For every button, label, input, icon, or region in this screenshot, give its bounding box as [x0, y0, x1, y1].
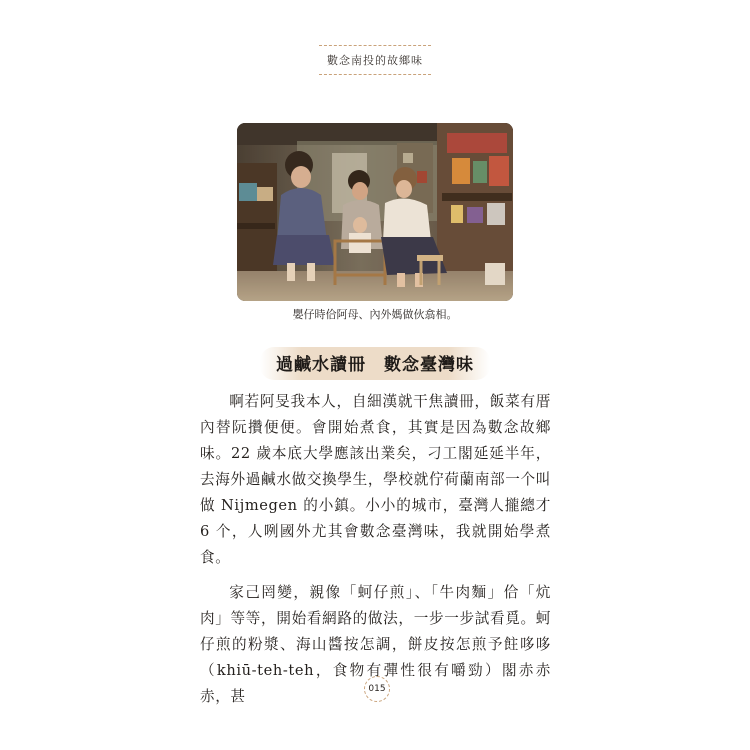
page-number: 015 — [364, 676, 390, 702]
paragraph-2: 家己罔變，親像「蚵仔煎」、「牛肉麵」佮「炕肉」等等，開始看網路的做法，一步一步試看覓。蚵仔煎的粉漿、海山醬按怎調，餅皮按怎煎予飳哆哆（khiū-teh-teh，食物有彈性很有嚼勁）閣赤赤赤，甚 — [200, 584, 551, 705]
photo-caption: 嬰仔時佮阿母、內外媽做伙翕相。 — [292, 308, 458, 321]
family-photo — [237, 123, 513, 301]
paragraph-1: 啊若阿旻我本人，自細漢就干焦讀冊，飯菜有厝內替阮攢便便。會開始煮食，其實是因為數念故鄉味。22 歲本底大學應該出業矣，刁工閣延延半年，去海外過鹹水做交換學生，學校就佇荷蘭南部一个叫做 Nijmegen 的小鎮。小小的城市，臺灣人攏總才 6 个，人咧國外尤其會數念臺灣味，我就開始學煮食。 — [200, 393, 551, 566]
running-head-text: 數念南投的故鄉味 — [319, 45, 431, 75]
body-text — [200, 389, 551, 719]
section-heading: 過鹹水讀冊 數念臺灣味 — [260, 347, 490, 380]
running-head — [0, 45, 750, 75]
section-heading-wrap — [0, 347, 750, 380]
